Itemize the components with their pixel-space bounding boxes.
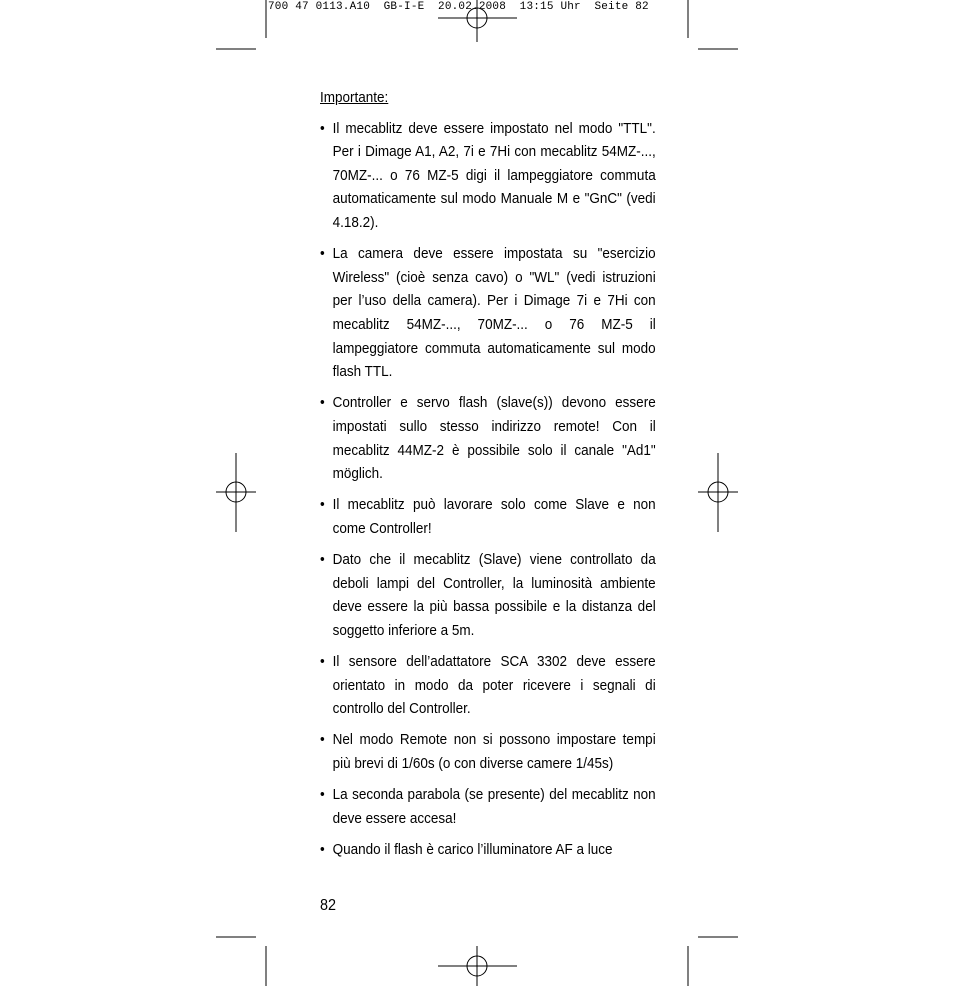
list-item (320, 650, 656, 721)
list-item-text: Nel modo Remote non si possono impostare tempi più brevi di 1/60s (o con diverse camere 1/45s) (332, 731, 656, 772)
list-item (320, 838, 656, 862)
list-item (320, 117, 656, 235)
list-item-text: Quando il flash è carico l’illuminatore AF a luce (332, 840, 613, 858)
list-item-text: La camera deve essere impostata su "esercizio Wireless" (cioè senza cavo) o "WL" (vedi istruzioni per l’uso della camera). Per i Dimage 7i e 7Hi con mecablitz 54MZ-..., 70MZ-... o 76 MZ-5 il lampeggiatore commuta automaticamente sul modo flash TTL. (332, 245, 656, 381)
bullet: • (320, 731, 325, 749)
list-item (320, 548, 656, 642)
list-item-text: Il sensore dell’adattatore SCA 3302 deve essere orientato in modo da poter ricevere i segnali di controllo del Controller. (332, 653, 656, 718)
list-item-text: Il mecablitz può lavorare solo come Slave e non come Controller! (332, 496, 656, 537)
bullet: • (320, 394, 325, 412)
section-heading: Importante: (320, 89, 389, 106)
list-item (320, 728, 656, 775)
list-item (320, 493, 656, 540)
bullet: • (320, 496, 325, 514)
registration-mark-left (216, 453, 256, 532)
page-number: 82 (320, 897, 337, 914)
registration-mark-right (698, 453, 738, 532)
list-item-text: La seconda parabola (se presente) del mecablitz non deve essere accesa! (332, 786, 656, 827)
list-item-text: Controller e servo flash (slave(s)) devono essere impostati sullo stesso indirizzo remote! Con il mecablitz 44MZ-2 è possibile solo il canale "Ad1" möglich. (332, 394, 656, 483)
bullet: • (320, 551, 325, 569)
manual-text-column (320, 86, 656, 869)
list-item (320, 783, 656, 830)
bullet: • (320, 840, 325, 858)
bullet: • (320, 653, 325, 671)
list-item (320, 242, 656, 384)
bullet: • (320, 245, 325, 263)
print-slug-header: 700 47 0113.A10 GB-I-E 20.02.2008 13:15 Uhr Seite 82 (268, 1, 649, 13)
list-item-text: Dato che il mecablitz (Slave) viene controllato da deboli lampi del Controller, la luminosità ambiente deve essere la più bassa possibile e la distanza del soggetto inferiore a 5m. (332, 551, 656, 639)
list-item-text: Il mecablitz deve essere impostato nel modo "TTL". Per i Dimage A1, A2, 7i e 7Hi con mecablitz 54MZ-..., 70MZ-... o 76 MZ-5 digi il lampeggiatore commuta automaticamente sul modo Manuale M e "GnC" (vedi 4.18.2). (332, 119, 656, 231)
registration-mark-bottom (438, 946, 517, 986)
bullet: • (320, 786, 325, 804)
list-item (320, 391, 656, 485)
bullet: • (320, 119, 325, 137)
